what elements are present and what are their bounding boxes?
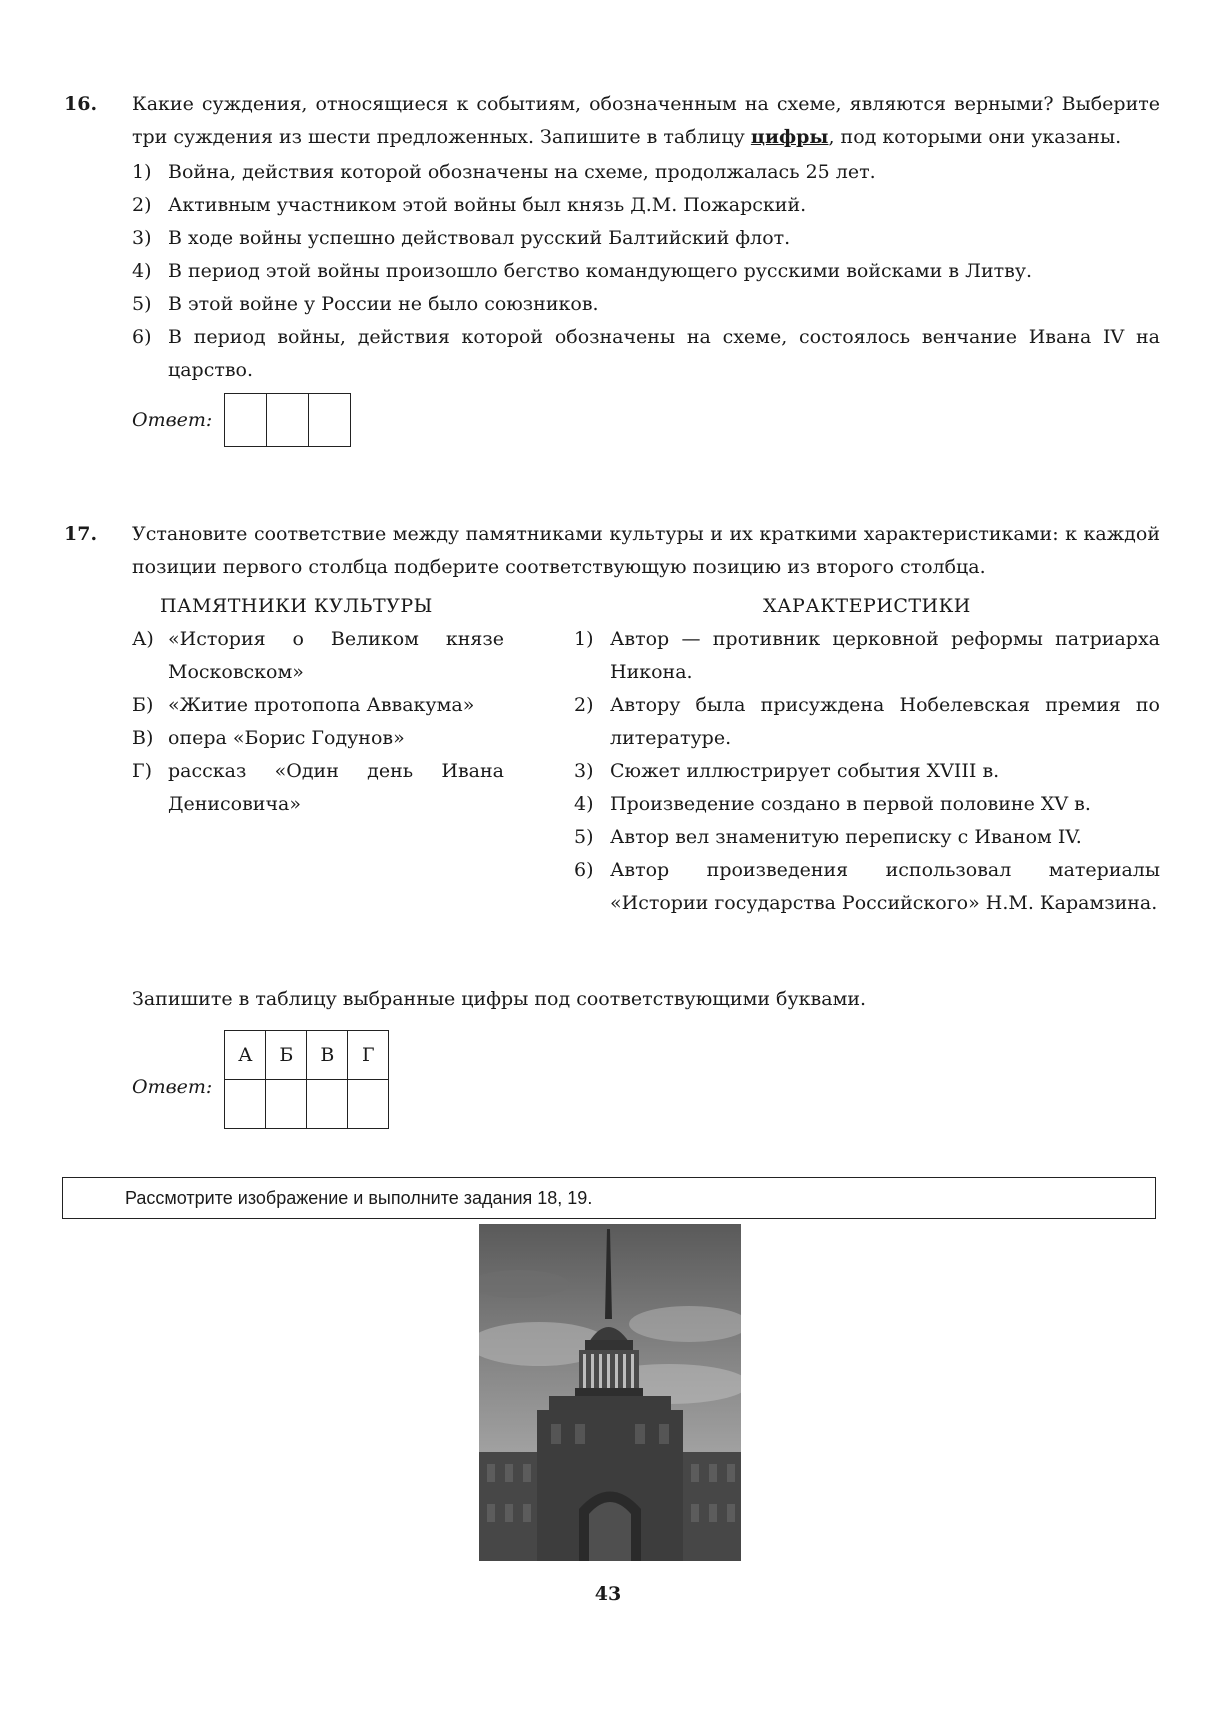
list-item <box>132 288 1160 321</box>
left-column <box>132 590 504 920</box>
answer-table-header: В <box>307 1031 348 1080</box>
item-text: Автор вел знаменитую переписку с Иваном IV. <box>610 826 1082 848</box>
answer-instruction: Запишите в таблицу выбранные цифры под соответствующими буквами. <box>132 988 867 1010</box>
item-text: Автор произведения использовал материалы «Истории государства Российского» Н.М. Карамзина. <box>610 859 1160 914</box>
answer-cell[interactable] <box>307 1080 348 1129</box>
item-number: 2) <box>574 694 594 716</box>
left-column-header: ПАМЯТНИКИ КУЛЬТУРЫ <box>160 595 433 617</box>
task-16 <box>64 88 1160 447</box>
answer-label: Ответ: <box>132 1076 213 1098</box>
answer-table <box>224 1030 389 1129</box>
item-number: 1) <box>132 161 152 183</box>
instruction-banner: Рассмотрите изображение и выполните задания 18, 19. <box>62 1177 1156 1219</box>
item-number: 3) <box>574 760 594 782</box>
answer-cells <box>224 393 351 447</box>
list-item <box>132 755 504 821</box>
answer-cell[interactable] <box>266 394 308 446</box>
answer-cell[interactable] <box>225 394 266 446</box>
options-list <box>132 156 1160 387</box>
item-text: Произведение создано в первой половине XV в. <box>610 793 1091 815</box>
item-text: В период войны, действия которой обозначены на схеме, состоялось венчание Ивана IV на царство. <box>168 326 1160 381</box>
list-item <box>132 156 1160 189</box>
item-number: 4) <box>574 793 594 815</box>
item-number: 5) <box>574 826 594 848</box>
item-number: 5) <box>132 293 152 315</box>
item-text: опера «Борис Годунов» <box>168 727 405 749</box>
matching-columns <box>132 590 1160 920</box>
item-number: 6) <box>574 859 594 881</box>
list-item <box>574 689 1160 755</box>
item-text: В ходе войны успешно действовал русский Балтийский флот. <box>168 227 791 249</box>
item-number: 1) <box>574 628 594 650</box>
item-text: Война, действия которой обозначены на схеме, продолжалась 25 лет. <box>168 161 876 183</box>
item-text: Автору была присуждена Нобелевская премия по литературе. <box>610 694 1160 749</box>
item-letter: Г) <box>132 760 152 782</box>
task-intro-tail: , под которыми они указаны. <box>828 126 1122 148</box>
item-number: 4) <box>132 260 152 282</box>
list-item <box>132 623 504 689</box>
answer-row <box>132 393 1160 447</box>
list-item <box>132 189 1160 222</box>
task-number: 16. <box>64 93 98 115</box>
item-letter: В) <box>132 727 154 749</box>
list-item <box>574 854 1160 920</box>
item-text: рассказ «Один день Ивана Денисовича» <box>168 760 504 815</box>
item-text: Сюжет иллюстрирует события XVIII в. <box>610 760 1000 782</box>
list-item <box>132 722 504 755</box>
answer-table-header-row <box>225 1031 389 1080</box>
item-text: В этой войне у России не было союзников. <box>168 293 599 315</box>
task-17 <box>64 518 1160 920</box>
answer-cell[interactable] <box>348 1080 389 1129</box>
list-item <box>574 788 1160 821</box>
item-number: 6) <box>132 326 152 348</box>
page-number: 43 <box>594 1583 622 1605</box>
item-text: Активным участником этой войны был князь Д.М. Пожарский. <box>168 194 807 216</box>
list-item <box>574 755 1160 788</box>
item-text: В период этой войны произошло бегство командующего русскими войсками в Литву. <box>168 260 1033 282</box>
list-item <box>132 222 1160 255</box>
answer-label: Ответ: <box>132 408 213 431</box>
task-intro-emphasis: цифры <box>750 126 829 148</box>
task-number: 17. <box>64 523 98 545</box>
answer-cell[interactable] <box>225 1080 266 1129</box>
task-intro: Установите соответствие между памятниками культуры и их краткими характеристиками: к каждой позиции первого столбца подберите соответствующую позицию из второго столбца. <box>132 523 1160 578</box>
list-item <box>132 255 1160 288</box>
item-text: «Житие протопопа Аввакума» <box>168 694 475 716</box>
item-text: Автор — противник церковной реформы патриарха Никона. <box>610 628 1160 683</box>
task-intro-text: Какие суждения, относящиеся к событиям, обозначенным на схеме, являются верными? Выберите три суждения из шести предложенных. Запишите в таблицу <box>132 93 1160 148</box>
list-item <box>132 321 1160 387</box>
answer-cell[interactable] <box>266 1080 307 1129</box>
answer-table-input-row <box>225 1080 389 1129</box>
right-column <box>574 590 1160 920</box>
answer-table-header: Б <box>266 1031 307 1080</box>
building-photo <box>479 1224 741 1561</box>
answer-row <box>132 1030 389 1129</box>
item-number: 3) <box>132 227 152 249</box>
item-text: «История о Великом князе Московском» <box>168 628 504 683</box>
answer-cell[interactable] <box>308 394 350 446</box>
right-column-header: ХАРАКТЕРИСТИКИ <box>763 595 971 617</box>
list-item <box>574 623 1160 689</box>
item-letter: А) <box>132 628 154 650</box>
item-letter: Б) <box>132 694 154 716</box>
task-intro <box>132 88 1160 154</box>
item-number: 2) <box>132 194 152 216</box>
list-item <box>574 821 1160 854</box>
list-item <box>132 689 504 722</box>
answer-table-header: Г <box>348 1031 389 1080</box>
answer-table-header: А <box>225 1031 266 1080</box>
